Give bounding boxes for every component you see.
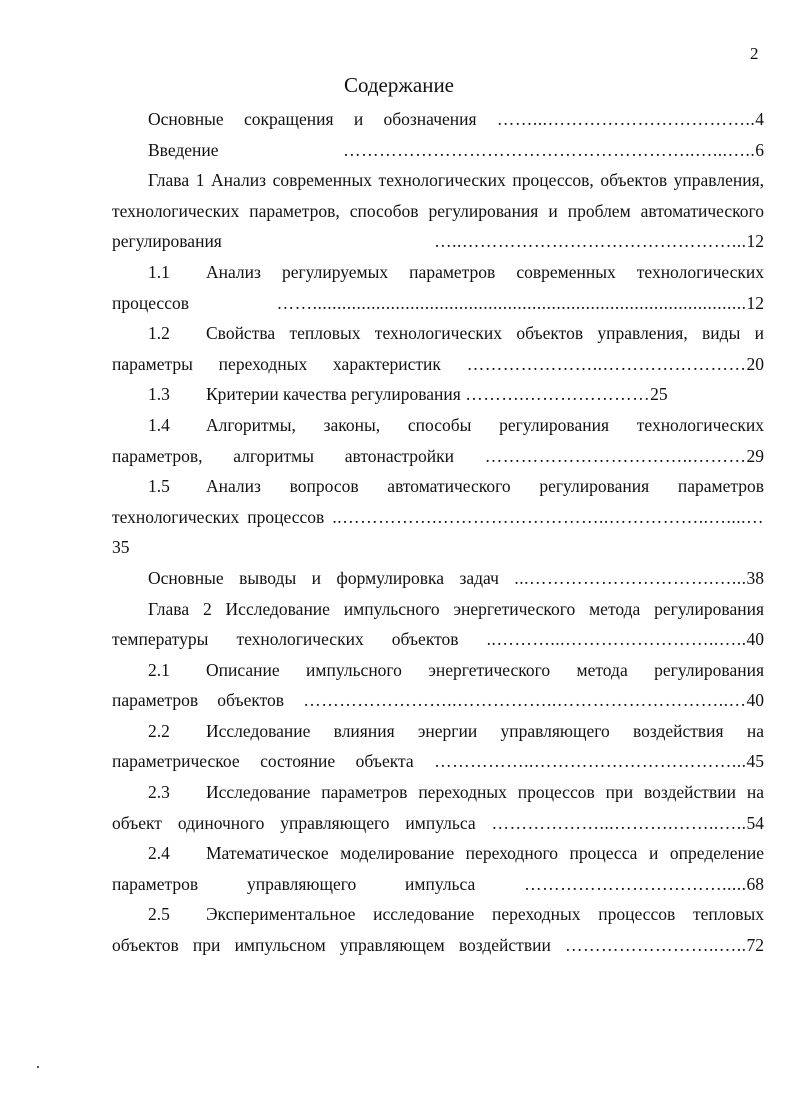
toc-leader-dots: ..………...……………………..….. <box>486 629 747 650</box>
toc-entry-text: Глава 2 Исследование импульсного энергетического метода регулирования температуры технологических объектов <box>112 598 764 650</box>
toc-section-number: 2.4 <box>148 843 170 864</box>
toc-entry-conclusions[interactable] <box>112 563 764 594</box>
toc-page-number: 54 <box>746 812 765 833</box>
toc-entry-1-5[interactable] <box>112 471 764 563</box>
toc-page-number: 45 <box>746 751 764 772</box>
toc-section-number: 2.3 <box>148 782 170 803</box>
toc-page-number: 12 <box>746 292 764 313</box>
toc-section-number: 2.1 <box>148 659 170 680</box>
toc-leader-dots: ……………………..……………..………………………..… <box>303 690 747 711</box>
toc-page-number: 40 <box>746 629 764 650</box>
toc-entry-text: Анализ вопросов автоматического регулирования параметров технологических процессов <box>112 476 764 527</box>
toc-leader-dots: ………………...……….……..….. <box>491 812 747 833</box>
toc-page-number: 72 <box>746 935 764 956</box>
table-of-contents <box>112 104 764 961</box>
toc-entry-chapter-1[interactable] <box>112 165 764 257</box>
toc-section-number: 1.3 <box>148 384 170 405</box>
toc-entry-text: Свойства тепловых технологических объектов управления, виды и параметры переходных характеристик <box>112 323 764 374</box>
page-title: Содержание <box>343 73 455 97</box>
toc-entry-2-4[interactable] <box>112 838 764 899</box>
toc-entry-text: Алгоритмы, законы, способы регулирования технологических параметров, алгоритмы автонастройки <box>112 414 764 466</box>
toc-section-number: 2.2 <box>148 720 170 741</box>
toc-page-number: 29 <box>746 445 764 466</box>
scan-speck <box>37 1066 39 1068</box>
toc-leader-dots: …………………..…………………… <box>466 353 747 374</box>
toc-section-number: 1.4 <box>148 414 170 435</box>
toc-page-number: 20 <box>746 353 764 374</box>
toc-entry-text: Математическое моделирование переходного процесса и определение параметров управляющего импульса <box>112 843 764 894</box>
toc-page-number: 4 <box>755 109 764 129</box>
toc-page-number: 35 <box>112 537 130 558</box>
toc-entry-text: Экспериментальное исследование переходных процессов тепловых объектов при импульсном управляющем воздействии <box>112 904 764 956</box>
toc-page-number: 25 <box>650 384 668 405</box>
toc-leader-dots: …..………………………………………... <box>434 231 747 252</box>
toc-entry-chapter-2[interactable] <box>112 594 764 655</box>
toc-entry-introduction[interactable] <box>112 135 764 166</box>
toc-page-number: 12 <box>746 231 764 252</box>
toc-entry-text: Основные выводы и формулировка задач <box>148 567 499 588</box>
toc-entry-text: Основные сокращения и обозначения <box>148 109 477 129</box>
toc-leader-dots: ……...…………………………….. <box>496 109 756 129</box>
toc-entry-1-1[interactable] <box>112 257 764 318</box>
toc-entry-1-3[interactable] <box>112 379 764 410</box>
toc-leader-dots: …………………………………………………..…...….. <box>343 139 756 160</box>
toc-entry-text: Исследование параметров переходных процессов при воздействии на объект одиночного управляющего импульса <box>112 782 764 833</box>
toc-section-number: 2.5 <box>148 904 170 925</box>
toc-section-number: 1.2 <box>148 323 170 344</box>
toc-entry-2-1[interactable] <box>112 655 764 716</box>
toc-entry-abbreviations[interactable] <box>112 104 764 135</box>
toc-entry-1-4[interactable] <box>112 410 764 471</box>
toc-entry-text: Анализ регулируемых параметров современных технологических процессов <box>112 261 764 313</box>
toc-page-number: 6 <box>755 139 764 160</box>
toc-leader-dots: ...………………………….…... <box>514 567 747 588</box>
toc-entry-text: Исследование влияния энергии управляющего воздействия на параметрическое состояние объекта <box>112 720 764 772</box>
toc-leader-dots: ……………..……………………………... <box>434 751 747 772</box>
toc-leader-dots: ……….………………… <box>465 384 651 405</box>
toc-leader-dots: ……………………………..……… <box>484 445 747 466</box>
toc-leader-dots: ……………………………..... <box>524 873 747 894</box>
page-number: 2 <box>750 44 759 63</box>
toc-section-number: 1.5 <box>148 476 170 497</box>
toc-entry-text: Критерии качества регулирования <box>206 384 461 405</box>
toc-entry-2-3[interactable] <box>112 777 764 838</box>
toc-leader-dots: ……………………..….. <box>565 935 747 956</box>
toc-page-number: 68 <box>746 873 765 894</box>
toc-leader-dots: ..…………….………………………..……………..…....… <box>332 506 764 527</box>
toc-entry-text: Глава 1 Анализ современных технологических процессов, объектов управления, технологических параметров, способов регулирования и проблем автоматического регулирования <box>112 170 764 252</box>
toc-entry-text: Введение <box>148 139 219 160</box>
toc-leader-dots: ……......................................................................................... <box>276 292 747 313</box>
toc-page-number: 38 <box>746 567 765 588</box>
toc-page-number: 40 <box>746 690 764 711</box>
toc-section-number: 1.1 <box>148 261 170 282</box>
toc-entry-text: Описание импульсного энергетического метода регулирования параметров объектов <box>112 659 764 711</box>
toc-entry-2-2[interactable] <box>112 716 764 777</box>
toc-entry-2-5[interactable] <box>112 899 764 960</box>
toc-entry-1-2[interactable] <box>112 318 764 379</box>
